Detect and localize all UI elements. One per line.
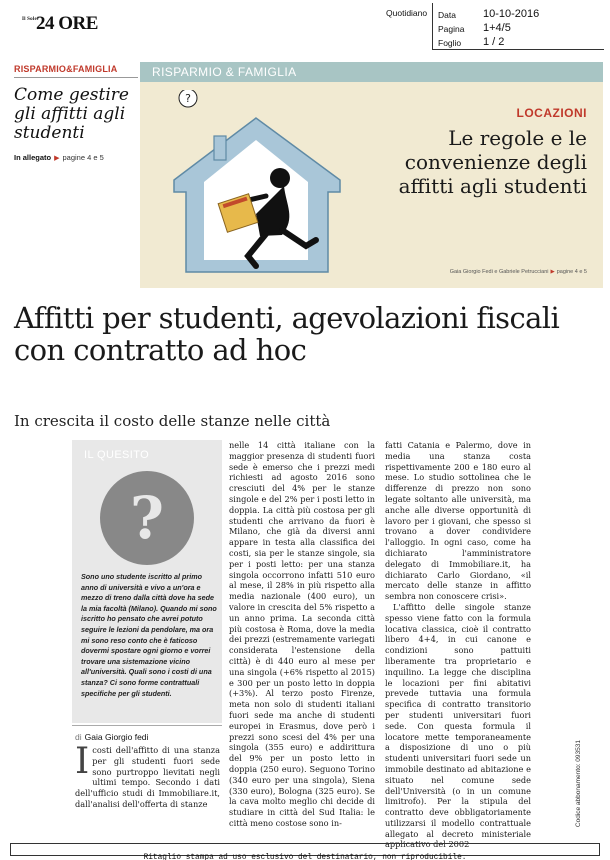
svg-text:?: ? xyxy=(185,92,191,105)
clipping-meta-box xyxy=(432,3,604,50)
clipping-header xyxy=(0,0,610,58)
author-name: Gaia Giorgio fedi xyxy=(84,732,149,742)
meta-value: 1 / 2 xyxy=(483,36,505,48)
meta-value: 10-10-2016 xyxy=(483,8,540,20)
arrow-right-icon: ▶ xyxy=(54,155,60,162)
subscription-code: Codice abbonamento: 093531 xyxy=(575,740,582,828)
teaser-foot-pages: pagine 4 e 5 xyxy=(62,153,104,162)
column-3-paragraph-2: L'affitto delle singole stanze spesso viene fatto con la formula locativa classica, cioè il contratto libero 4+4, in cui canone e condizioni sono pattuiti liberamente tra proprietario e inquilino. La legge che disciplina le locazioni per fini abitativi prevede tuttavia una formula specifica di contratto transitorio per studenti universitari fuori sede. Con questa formula il locatore mette temporaneamente a disposizione di uno o più studenti universitari fuori sede un immobile destinato ad abitazione e situato nel comune sede dell'Università (o in un comune limitrofo). Per la stipula del contratto deve obbligatoriamente utilizzarsi il modello contrattuale allegato al decreto ministeriale applicativo del 2002 xyxy=(385,601,531,850)
front-page-teaser xyxy=(14,64,138,289)
article-headline: Affitti per studenti, agevolazioni fiscali con contratto ad hoc xyxy=(14,301,560,367)
clipping-footer xyxy=(10,843,600,860)
article-subhead: In crescita il costo delle stanze nelle città xyxy=(14,412,331,430)
article-column-1 xyxy=(75,741,220,810)
column-1-text: costi dell'affitto di una stanza per gli studenti fuori sede sono purtroppo lievitati negli ultimi tempo. Secondo i dati dell'ufficio studi di Immobiliare.it, dall'analisi dell'offerta di stanze xyxy=(75,745,220,809)
meta-row-sheet xyxy=(438,36,505,48)
publication-type: Quotidiano xyxy=(386,8,428,18)
svg-text:?: ? xyxy=(130,484,164,552)
teaser-kicker: RISPARMIO&FAMIGLIA xyxy=(14,64,138,78)
quesito-text: Sono uno studente iscritto al primo anno di università e vivo a un'ora e mezzo di treno dalla città dove ha sede la mia facoltà (Milano). Quando mi sono iscritto ho pensato che avrei potuto seguire le lezioni da pendolare, ma ora mi sono reso conto che è faticoso dovermi spostare ogni giorno e vorrei trovare una sistemazione vicino all'università. Quali sono i costi di una stanza? Ci sono forme contrattuali specifiche per gli studenti. xyxy=(81,572,217,698)
banner-kicker: LOCAZIONI xyxy=(516,106,587,120)
divider xyxy=(72,725,222,726)
question-mark-icon xyxy=(72,454,222,572)
article-column-3 xyxy=(385,440,531,850)
banner-section-label: RISPARMIO & FAMIGLIA xyxy=(152,65,297,79)
teaser-title: Come gestire gli affitti agli studenti xyxy=(14,85,129,143)
supplement-banner xyxy=(140,62,603,288)
meta-label: Pagina xyxy=(438,24,465,34)
meta-row-date xyxy=(438,8,540,20)
meta-row-page xyxy=(438,22,511,34)
meta-label: Foglio xyxy=(438,38,462,48)
dropcap: I xyxy=(75,741,90,782)
footer-notice: Ritaglio stampa ad uso esclusivo del destinatario, non riproducibile. xyxy=(143,854,467,860)
banner-pages: pagine 4 e 5 xyxy=(556,269,587,275)
newspaper-logo xyxy=(22,14,98,34)
banner-title: Le regole e le convenienze degli affitti agli studenti xyxy=(398,126,587,198)
house-illustration-icon xyxy=(156,90,356,285)
logo-small-text: Il Sole xyxy=(22,17,37,22)
logo-main-text: 24 ORE xyxy=(36,13,98,34)
article-column-2 xyxy=(229,440,375,829)
meta-value: 1+4/5 xyxy=(483,22,511,34)
column-2-text: nelle 14 città italiane con la maggior presenza di studenti fuori sede è emerso che i prezzi medi richiesti ad agosto 2016 sono cresciuti del 4% per le stanze singole e del 2% per i posti letto in doppia. La città più costosa per gli studenti che arrivano da fuori è Milano, che già da diversi anni appare in testa alla classifica dei costi, sia per le stanze singole, sia per i posti letto: per una stanza singola occorrono infatti 510 euro al mese, il 28% in più rispetto alla media nazionale (400 euro), un valore in crescita del 5% rispetto a un anno prima. La seconda città più costosa è Roma, dove la media dei prezzi (estremamente variegati considerata l'estensione della città) è di 440 euro al mese per una singola (+6% rispetto al 2015) e 300 per un posto letto in doppia (+3%). Al terzo posto Firenze, meta non solo di studenti italiani fuori sede ma anche di studenti europei in Erasmus, dove però i prezzi sono scesi del 4% per una singola (355 euro) e addirittura del 9% per un posto letto in doppia (250 euro). Seguono Torino (340 euro per una singola), Siena (330 euro), Bologna (325 euro). Se la cava molto meglio chi decide di studiare in città del Sud Italia: le città meno costose sono in- xyxy=(229,440,375,828)
author-prefix: di xyxy=(75,732,82,742)
teaser-footer xyxy=(14,153,138,162)
arrow-right-icon: ▶ xyxy=(550,269,555,275)
teaser-foot-label: In allegato xyxy=(14,153,52,162)
quesito-box xyxy=(72,440,222,723)
meta-label: Data xyxy=(438,10,456,20)
banner-section-strip xyxy=(140,62,603,82)
banner-byline xyxy=(450,269,587,275)
column-3-paragraph-1: fatti Catania e Palermo, dove in media una stanza costa rispettivamente 200 e 180 euro al mese. Lo studio sottolinea che le differenze di prezzo non sono legate soltanto alle università, ma anche alle diverse opportunità di lavoro per i giovani, che spesso si trovano a dover condividere l'alloggio. In ogni caso, come ha dichiarato l'amministratore delegato di Immobiliare.it, ha dichiarato Carlo Giordano, «il mercato delle stanze in affitto sembra non conoscere crisi». xyxy=(385,440,531,602)
banner-authors: Gaia Giorgio Fedi e Gabriele Petrucciani xyxy=(449,269,549,275)
quesito-title: IL QUESITO xyxy=(84,449,150,461)
